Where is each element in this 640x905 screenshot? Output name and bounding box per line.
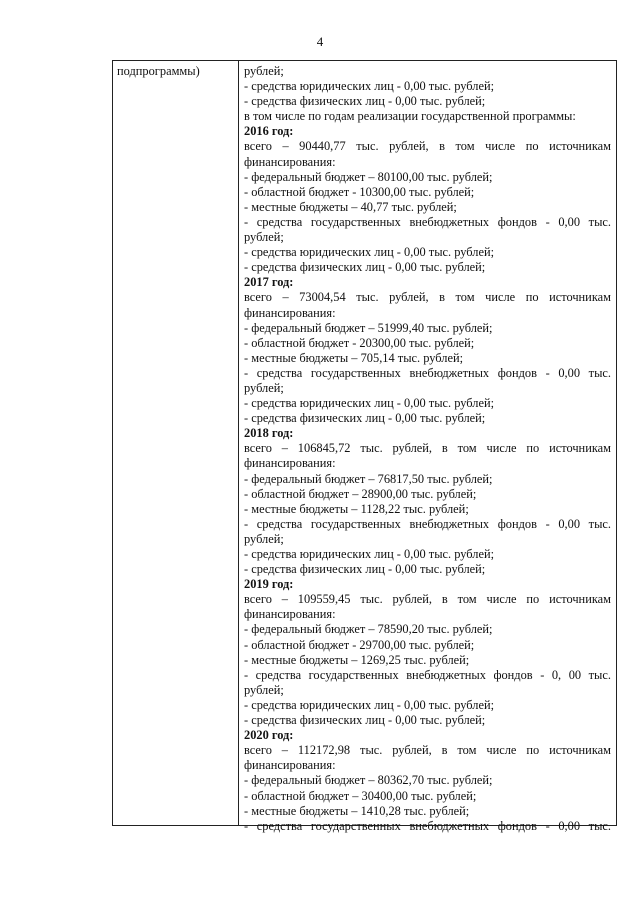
text-line: - средства физических лиц - 0,00 тыс. рублей; <box>244 713 486 728</box>
text-line: - местные бюджеты – 1410,28 тыс. рублей; <box>244 803 470 818</box>
text-line: - местные бюджеты – 705,14 тыс. рублей; <box>244 350 464 365</box>
right-cell-content <box>244 64 611 834</box>
text-line: - областной бюджет - 20300,00 тыс. рублей; <box>244 335 475 350</box>
text-line: рублей; <box>244 531 284 546</box>
text-line: - федеральный бюджет – 51999,40 тыс. рублей; <box>244 320 493 335</box>
text-line: - средства физических лиц - 0,00 тыс. рублей; <box>244 94 486 109</box>
text-line: финансирования: <box>244 305 336 320</box>
text-line: - местные бюджеты – 1128,22 тыс. рублей; <box>244 501 469 516</box>
year-heading: 2019 год: <box>244 577 294 592</box>
text-line: - средства государственных внебюджетных фондов - 0,00 тыс. <box>244 214 611 229</box>
text-line: рублей; <box>244 64 284 78</box>
column-divider <box>238 61 239 825</box>
text-line: - федеральный бюджет – 76817,50 тыс. рублей; <box>244 471 493 486</box>
year-heading: 2017 год: <box>244 275 294 290</box>
text-line: - средства юридических лиц - 0,00 тыс. рублей; <box>244 547 495 561</box>
text-line: рублей; <box>244 230 284 245</box>
text-line: всего – 73004,54 тыс. рублей, в том числе по источникам <box>244 290 611 305</box>
text-line: всего – 109559,45 тыс. рублей, в том числе по источникам <box>244 592 611 607</box>
financing-table <box>112 60 617 833</box>
text-line: - местные бюджеты – 40,77 тыс. рублей; <box>244 199 457 214</box>
text-line: финансирования: <box>244 607 336 622</box>
text-line: - средства юридических лиц - 0,00 тыс. рублей; <box>244 396 495 411</box>
text-line: рублей; <box>244 380 284 395</box>
text-line: - средства государственных внебюджетных фондов - 0, 00 тыс. <box>244 667 611 682</box>
text-line: финансирования: <box>244 154 336 169</box>
text-line: - средства государственных внебюджетных фондов - 0,00 тыс. <box>244 365 611 380</box>
left-cell-label: подпрограммы) <box>117 64 200 78</box>
text-line: всего – 90440,77 тыс. рублей, в том числе по источникам <box>244 139 611 154</box>
text-line: - местные бюджеты – 1269,25 тыс. рублей; <box>244 652 470 667</box>
text-line: - средства физических лиц - 0,00 тыс. рублей; <box>244 562 486 577</box>
text-line: - федеральный бюджет – 78590,20 тыс. рублей; <box>244 622 493 637</box>
text-line: всего – 112172,98 тыс. рублей, в том числе по источникам <box>244 743 611 758</box>
text-line: - средства физических лиц - 0,00 тыс. рублей; <box>244 411 486 426</box>
text-line: - средства юридических лиц - 0,00 тыс. рублей; <box>244 245 495 260</box>
text-line: финансирования: <box>244 456 336 471</box>
text-line: в том числе по годам реализации государственной программы: <box>244 109 576 124</box>
text-line: - областной бюджет – 30400,00 тыс. рублей; <box>244 788 477 803</box>
text-line: всего – 106845,72 тыс. рублей, в том числе по источникам <box>244 441 611 456</box>
text-line: - областной бюджет - 10300,00 тыс. рублей; <box>244 184 475 199</box>
year-heading: 2020 год: <box>244 728 294 743</box>
year-heading: 2016 год: <box>244 124 294 139</box>
text-line: - федеральный бюджет – 80100,00 тыс. рублей; <box>244 169 493 184</box>
text-line: рублей; <box>244 682 284 697</box>
page-number: 4 <box>316 34 324 49</box>
text-line: - средства юридических лиц - 0,00 тыс. рублей; <box>244 79 495 94</box>
text-line: - средства государственных внебюджетных фондов - 0,00 тыс. <box>244 818 611 833</box>
text-line: - средства физических лиц - 0,00 тыс. рублей; <box>244 260 486 275</box>
text-line: - средства юридических лиц - 0,00 тыс. рублей; <box>244 697 495 712</box>
year-heading: 2018 год: <box>244 426 294 441</box>
text-line: - областной бюджет – 28900,00 тыс. рублей; <box>244 486 477 501</box>
text-line: финансирования: <box>244 758 336 773</box>
text-line: - областной бюджет - 29700,00 тыс. рублей; <box>244 637 475 652</box>
text-line: - средства государственных внебюджетных фондов - 0,00 тыс. <box>244 516 611 531</box>
text-line: - федеральный бюджет – 80362,70 тыс. рублей; <box>244 773 493 788</box>
